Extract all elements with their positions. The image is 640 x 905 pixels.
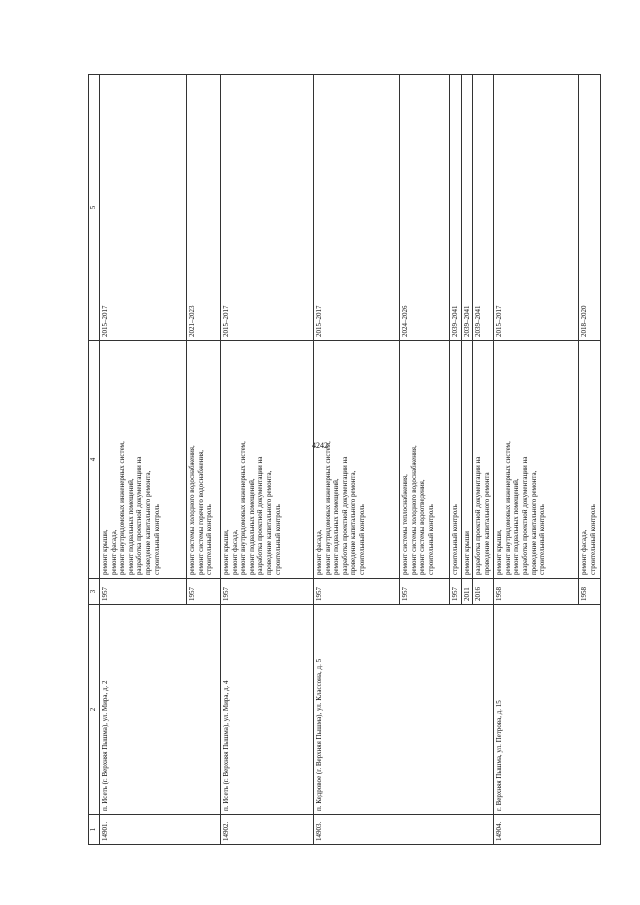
period-cell: 2015–2017 [100, 75, 187, 341]
year-cell: 1957 [450, 579, 462, 605]
work-item: строительный контроль [426, 504, 435, 575]
work-item: строительный контроль [205, 504, 214, 575]
work-item: разработка проектной документации на [520, 456, 529, 575]
column-header: 1 [89, 815, 100, 845]
work-item: разработка проектной документации на [474, 456, 483, 575]
work-item: ремонт системы холодного водоснабжения, [188, 445, 196, 575]
work-item: ремонт подвальных помещений, [247, 478, 256, 575]
rotated-table-container [88, 75, 597, 845]
work-item: строительный контроль [152, 504, 161, 575]
work-item: строительный контроль [451, 504, 459, 575]
work-item: ремонт подвальных помещений, [512, 478, 521, 575]
address-cell: п. Исеть (г. Верхняя Пышма), ул. Мира, д. 4 [221, 605, 314, 815]
year-cell: 1958 [579, 579, 601, 605]
period-cell: 2039–2041 [473, 75, 494, 341]
repair-schedule-table [88, 74, 601, 845]
work-item: строительный контроль [357, 504, 366, 575]
works-cell [314, 341, 400, 579]
page-number: 4242 [312, 441, 328, 450]
period-cell: 2015–2017 [221, 75, 314, 341]
table-row [494, 75, 579, 845]
work-item: проведение капитального ремонта, [264, 470, 273, 575]
works-cell [221, 341, 314, 579]
work-item: проведение капитального ремонта [482, 472, 491, 575]
work-item: строительный контроль [273, 504, 282, 575]
work-item: ремонт внутридомовых инженерных систем, [323, 441, 332, 575]
work-item: разработка проектной документации на [256, 456, 265, 575]
work-item: ремонт системы горячего водоснабжения, [196, 449, 205, 575]
work-item: проведение капитального ремонта, [529, 470, 538, 575]
works-cell [473, 341, 494, 579]
table-row [314, 75, 400, 845]
work-item: ремонт фасада, [580, 529, 589, 575]
period-cell: 2039–2041 [450, 75, 462, 341]
table-body [100, 75, 601, 845]
year-cell: 2011 [461, 579, 473, 605]
row-number-cell: 14903. [314, 815, 494, 845]
year-cell: 1957 [187, 579, 221, 605]
work-item: ремонт системы холодного водоснабжения, [409, 445, 418, 575]
year-cell: 1958 [494, 579, 579, 605]
period-cell: 2015–2017 [314, 75, 400, 341]
address-cell: п. Исеть (г. Верхняя Пышма), ул. Мира, д. 2 [100, 605, 221, 815]
row-number-cell: 14904. [494, 815, 601, 845]
work-item: ремонт подвальных помещений, [126, 478, 135, 575]
works-cell [494, 341, 579, 579]
year-cell: 1957 [221, 579, 314, 605]
work-item: ремонт фасада, [230, 529, 239, 575]
work-item: ремонт внутридомовых инженерных систем, [118, 441, 127, 575]
row-number-cell: 14901. [100, 815, 221, 845]
work-item: строительный контроль [538, 504, 547, 575]
works-cell [400, 341, 450, 579]
table-row [100, 75, 187, 845]
work-item: проведение капитального ремонта, [143, 470, 152, 575]
year-cell: 1957 [100, 579, 187, 605]
period-cell: 2021–2023 [187, 75, 221, 341]
work-item: ремонт фасада, [315, 529, 323, 575]
works-cell [461, 341, 473, 579]
work-item: разработка проектной документации на [135, 456, 144, 575]
work-item: ремонт фасада, [109, 529, 118, 575]
address-cell: п. Кедровое (г. Верхняя Пышма), ул. Классона, д. 5 [314, 605, 494, 815]
work-item: ремонт крыши, [495, 529, 504, 575]
column-header: 5 [89, 75, 100, 341]
works-cell [450, 341, 462, 579]
work-item: строительный контроль [588, 504, 597, 575]
address-cell: г. Верхняя Пышма, ул. Петрова, д. 15 [494, 605, 601, 815]
column-header: 2 [89, 605, 100, 815]
period-cell: 2015–2017 [494, 75, 579, 341]
table-row [221, 75, 314, 845]
year-cell: 2016 [473, 579, 494, 605]
work-item: разработка проектной документации на [340, 456, 349, 575]
period-cell: 2024–2026 [400, 75, 450, 341]
column-header: 4 [89, 341, 100, 579]
work-item: ремонт подвальных помещений, [332, 478, 341, 575]
work-item: ремонт крыши [462, 531, 471, 575]
column-number-row [89, 75, 100, 845]
row-number-cell: 14902. [221, 815, 314, 845]
works-cell [579, 341, 601, 579]
work-item: ремонт крыши, [101, 529, 109, 575]
work-item: ремонт системы теплоснабжения, [401, 474, 409, 575]
period-cell: 2039–2041 [461, 75, 473, 341]
work-item: ремонт внутридомовых инженерных систем, [503, 441, 512, 575]
works-cell [100, 341, 187, 579]
work-item: ремонт системы водоотведения, [418, 479, 427, 575]
year-cell: 1957 [314, 579, 400, 605]
works-cell [187, 341, 221, 579]
year-cell: 1957 [400, 579, 450, 605]
work-item: ремонт внутридомовых инженерных систем, [239, 441, 248, 575]
column-header: 3 [89, 579, 100, 605]
work-item: ремонт крыши, [222, 529, 230, 575]
work-item: проведение капитального ремонта, [349, 470, 358, 575]
period-cell: 2018–2020 [579, 75, 601, 341]
